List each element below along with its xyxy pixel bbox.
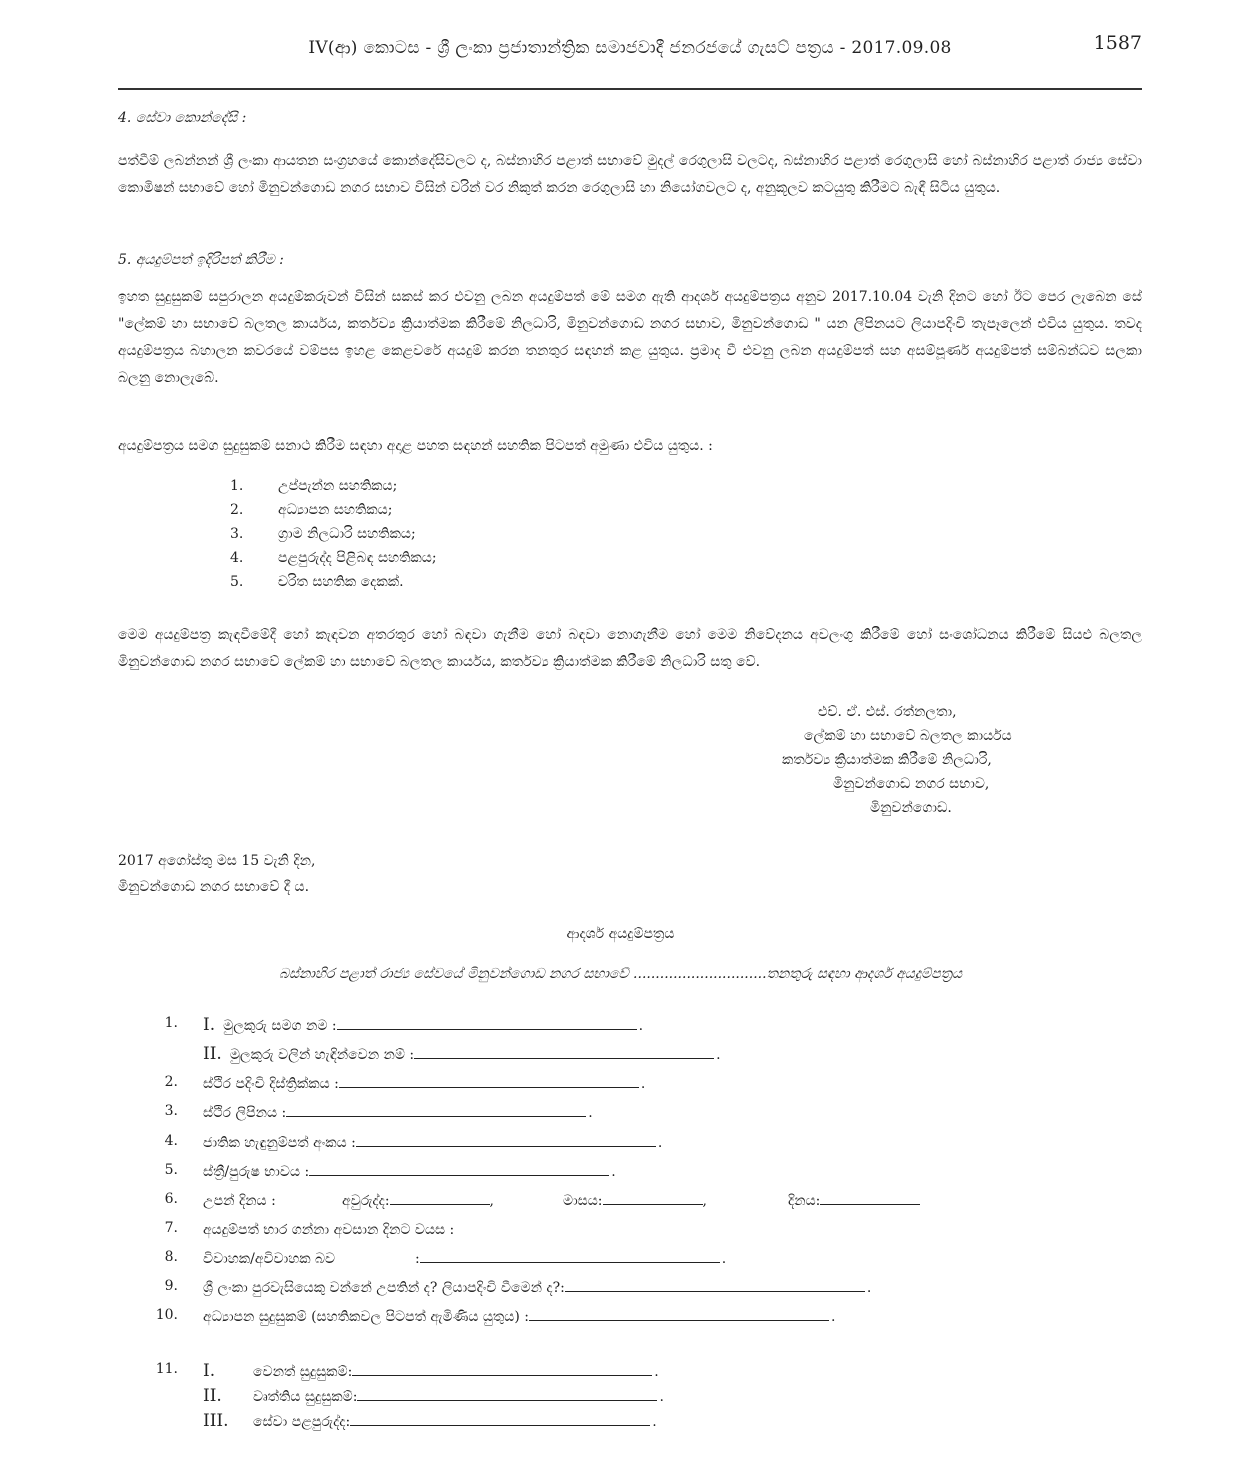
field-number: 11. (155, 1361, 178, 1377)
field-period: . (654, 1364, 659, 1380)
list-item-label: උප්පැන්න සහතිකය; (278, 478, 398, 494)
header-title: IV(ආ) කොටස - ශ්‍රී ලංකා ප්‍රජාතාන්ත්‍රික සමාජවාදී ජනරජයේ ගැසට් පත්‍රය - 2017.09.08 (308, 38, 952, 58)
field-number: 9. (164, 1278, 178, 1294)
field-number: 8. (164, 1249, 178, 1265)
field-marital-status (203, 1248, 335, 1270)
field-period: . (611, 1164, 616, 1180)
list-item-label: අධ්‍යාපන සහතිකය; (278, 502, 393, 518)
birth-year-blank[interactable] (390, 1190, 490, 1205)
field-number: 1. (164, 1015, 178, 1031)
list-item-label: පළපුරුද්ද පිළිබඳ සහතිකය; (278, 550, 437, 566)
name-by-initials-blank[interactable] (414, 1044, 714, 1059)
section-4-body: පත්වීම් ලබන්නන් ශ්‍රී ලංකා ආයතන සංග්‍රහයේ කොන්දේසිවලට ද, බස්නාහිර පළාත් සභාවේ මුදල් රෙගුලාසි වලටද, බස්නාහිර පළාත් රෙගුලාසි හෝ බස්නාහිර පළාත් රාජ්‍ය සේවා කොමිෂන් සභාවේ හෝ මිනුවන්ගොඩ නගර සභාව විසින් වරින් වර නිකුත් කරන රෙගුලාසි හා නියෝගවලට ද, අනුකූලව කටයුතු කිරීමට බැඳී සිටිය යුතුය. (118, 153, 1142, 196)
birth-month-blank[interactable] (603, 1190, 703, 1205)
list-item-label: ග්‍රාම නිලධාරි සහතිකය; (278, 526, 416, 542)
field-service-experience (203, 1410, 657, 1432)
list-item-number: 1. (230, 478, 244, 494)
form-title: ආදර්ශ අයදුම්පත්‍රය (566, 926, 675, 942)
field-period: . (638, 1018, 644, 1034)
list-item-label: චරිත සහතික දෙකක්. (278, 574, 404, 590)
field-district (203, 1073, 645, 1095)
field-label: අයදුම්පත් භාර ගන්නා අවසාන දිනට වයස : (203, 1222, 455, 1238)
field-label: අවුරුද්ද: (342, 1193, 390, 1209)
field-roman-numeral: II. (203, 1386, 222, 1406)
marital-status-blank[interactable] (420, 1248, 720, 1263)
district-blank[interactable] (339, 1073, 639, 1088)
field-birth-date-label (203, 1190, 276, 1212)
list-item (230, 474, 437, 498)
list-item-number: 5. (230, 574, 244, 590)
field-age (203, 1219, 454, 1241)
field-other-qualifications (203, 1360, 659, 1382)
signatory-place: මිනුවන්ගොඩ. (870, 800, 952, 816)
list-item (230, 522, 437, 546)
field-number: 5. (164, 1162, 178, 1178)
field-roman-numeral: I. (203, 1361, 216, 1381)
field-full-name (203, 1014, 643, 1036)
field-marital-status-answer (415, 1248, 726, 1270)
field-period: . (640, 1076, 646, 1092)
field-education (203, 1306, 835, 1328)
field-label: ස්ත්‍රී/පුරුෂ භාවය : (203, 1164, 310, 1180)
field-roman-numeral: III. (203, 1411, 229, 1431)
education-blank[interactable] (529, 1306, 829, 1321)
field-number: 2. (164, 1074, 178, 1090)
field-roman-numeral: I. (203, 1015, 216, 1035)
closing-paragraph: මෙම අයදුම්පත්‍ර කැඳවීමේදී හෝ කැඳවන අතරතුර හෝ බඳවා ගැනීම හෝ බඳවා නොගැනීම හෝ මෙම නිවේදනය අවලංගු කිරීමේ හෝ සංශෝධනය කිරීමේ සියළු බලතල මිනුවන්ගොඩ නගර සභාවේ ලේකම් හා සභාවේ බලතල කාර්යය, කර්තව්‍ය ක්‍රියාත්මක කිරීමේ නිලධාරි සතු වේ. (118, 627, 1142, 670)
field-label: අධ්‍යාපන සුදුසුකම් (සහතිකවල පිටපත් ඇමිණිය යුතුය) : (203, 1309, 529, 1325)
field-gender (203, 1161, 616, 1183)
form-subtitle: බස්නාහිර පළාත් රාජ්‍ය සේවයේ මිනුවන්ගොඩ නගර සභාවේ ..............................තනතුරු සඳහා ආදර්ශ අයදුම්පත්‍රය (278, 966, 963, 982)
field-citizenship (203, 1277, 871, 1299)
field-period: . (652, 1414, 657, 1430)
list-item-number: 4. (230, 550, 244, 566)
list-item (230, 498, 437, 522)
other-qualifications-blank[interactable] (352, 1361, 652, 1376)
field-label: ශ්‍රී ලංකා පුරවැසියෙකු වන්නේ උපතින් ද? ලියාපදිංචි වීමෙන් ද?: (203, 1280, 565, 1296)
permanent-address-blank[interactable] (286, 1102, 586, 1117)
list-item-number: 2. (230, 502, 244, 518)
certificates-intro: අයදුම්පත්‍රය සමග සුදුසුකම් සනාථ කිරීම සඳහා අදාළ පහත සඳහන් සහතික පිටපත් අමුණා එවිය යුතුය. : (118, 438, 713, 454)
field-label: සේවා පළපුරුද්ද: (253, 1414, 351, 1430)
issue-date: 2017 අගෝස්තු මස 15 වැනි දින, (118, 853, 316, 869)
full-name-blank[interactable] (337, 1015, 637, 1030)
issue-place: මිනුවන්ගොඩ නගර සභාවේ දී ය. (118, 879, 310, 895)
field-number: 3. (164, 1103, 178, 1119)
birth-day-blank[interactable] (820, 1190, 920, 1205)
field-label: ස්ථිර පදිංචි දිස්ත්‍රික්කය : (203, 1076, 339, 1092)
field-label: මුලකුරු වලින් හැඳින්වෙන නම් : (229, 1047, 415, 1063)
signatory-name: එච්. ඒ. එස්. රත්නලතා, (818, 704, 957, 720)
field-separator: , (702, 1193, 707, 1209)
citizenship-blank[interactable] (565, 1277, 865, 1292)
date-place-block (118, 848, 315, 900)
field-label: විවාහක/අවිවාහක බව (203, 1251, 336, 1267)
section-5-body: ඉහත සුදුසුකම් සපුරාලන අයදුම්කරුවන් විසින් සකස් කර එවනු ලබන අයදුම්පත් මේ සමග ඇති ආදර්ශ අයදුම්පත්‍රය අනුව 2017.10.04 වැනි දිනට හෝ ඊට පෙර ලැබෙන සේ "ලේකම් හා සභාවේ බලතල කාර්යය, කර්තව්‍ය ක්‍රියාත්මක කිරීමේ නිලධාරි, මිනුවන්ගොඩ නගර සභාව, මිනුවන්ගොඩ " යන ලිපිනයට ලියාපදිංචි තැපෑලෙන් එවිය යුතුය. තවද අයදුම්පත්‍රය බහාලන කවරයේ වම්පස ඉහළ කෙළවරේ අයදුම් කරන තනතුර සඳහන් කළ යුතුය. ප්‍රමාද වී එවනු ලබන අයදුම්පත් සහ අසම්පූර්ණ අයදුම්පත් සම්බන්ධව සලකා බලනු නොලැබේ. (118, 289, 1143, 386)
field-period: . (721, 1251, 727, 1267)
field-label: මාසය: (563, 1193, 603, 1209)
section-4-heading: 4. සේවා කොන්දේසි : (118, 110, 247, 126)
field-number: 6. (164, 1191, 178, 1207)
field-period: . (716, 1047, 721, 1063)
signature-block (780, 700, 1100, 820)
gender-blank[interactable] (309, 1161, 609, 1176)
header-rule (118, 88, 1142, 90)
field-number: 4. (164, 1133, 178, 1149)
signatory-title-2: කර්තව්‍ය ක්‍රියාත්මක කිරීමේ නිලධාරි, (782, 752, 992, 768)
field-permanent-address (203, 1102, 593, 1124)
page-number: 1587 (1093, 32, 1142, 54)
field-label: මුලකුරු සමග නම : (223, 1018, 337, 1034)
field-label: ස්ථිර ලිපිනය : (203, 1105, 287, 1121)
field-label: දිනය: (788, 1193, 821, 1209)
field-birth-day (788, 1190, 920, 1212)
field-professional-qualifications (203, 1385, 664, 1407)
field-number: 10. (155, 1307, 178, 1323)
field-name-by-initials (203, 1043, 721, 1065)
field-nic (203, 1132, 662, 1154)
list-item-number: 3. (230, 526, 244, 542)
field-period: . (831, 1309, 836, 1325)
field-label: ජාතික හැඳුනුම්පත් අංකය : (203, 1135, 356, 1151)
field-colon: : (415, 1251, 420, 1267)
service-experience-blank[interactable] (350, 1411, 650, 1426)
field-separator: , (489, 1193, 494, 1209)
field-period: . (588, 1105, 593, 1121)
certificates-list (230, 474, 437, 594)
field-label: වෙනත් සුදුසුකම්: (253, 1364, 353, 1380)
section-5-heading: 5. අයදුම්පත් ඉදිරිපත් කිරීම : (118, 252, 284, 268)
field-number: 7. (164, 1220, 178, 1236)
field-birth-year (342, 1190, 494, 1212)
list-item (230, 570, 437, 594)
field-birth-month (563, 1190, 707, 1212)
field-label: උපන් දිනය : (203, 1193, 276, 1209)
field-label: වෘත්තිය සුදුසුකම්: (253, 1389, 358, 1405)
professional-qualifications-blank[interactable] (357, 1386, 657, 1401)
list-item (230, 546, 437, 570)
field-roman-numeral: II. (203, 1044, 222, 1064)
signatory-office: මිනුවන්ගොඩ නගර සභාව, (833, 776, 990, 792)
signatory-title-1: ලේකම් හා සභාවේ බලතල කාර්යය (804, 728, 1012, 744)
field-period: . (866, 1280, 872, 1296)
nic-blank[interactable] (356, 1132, 656, 1147)
page-header (118, 30, 1142, 90)
field-period: . (657, 1135, 663, 1151)
field-period: . (659, 1389, 664, 1405)
